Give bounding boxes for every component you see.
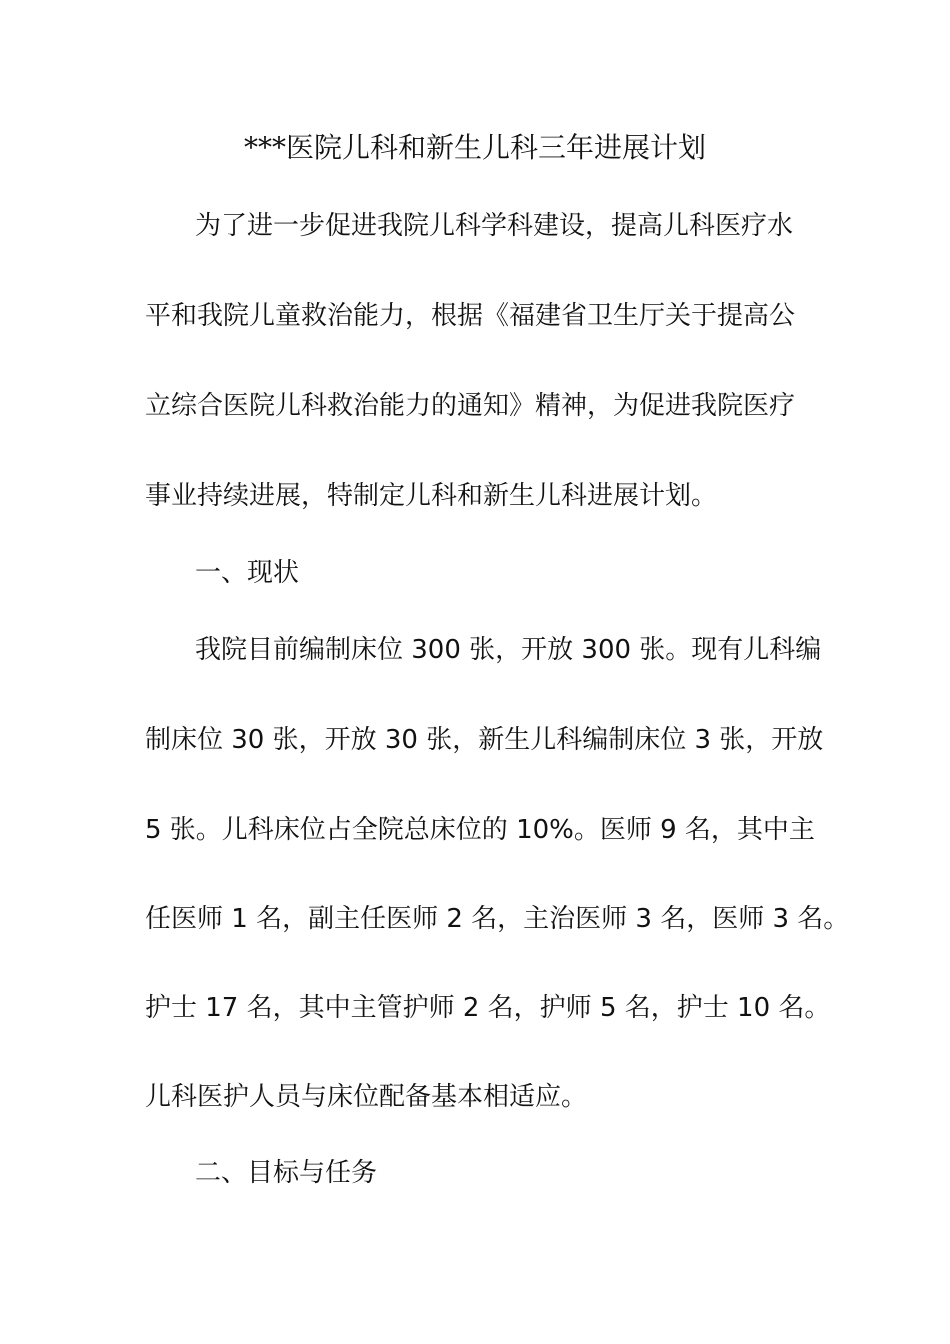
document-title: ***医院儿科和新生儿科三年进展计划 [243, 131, 706, 164]
section-heading-goals: 二、目标与任务 [195, 1158, 378, 1188]
paragraph-intro-line-1: 为了进一步促进我院儿科学科建设，提高儿科医疗水 [195, 211, 794, 241]
paragraph-intro-line-2: 平和我院儿童救治能力，根据《福建省卫生厅关于提高公 [145, 301, 796, 331]
paragraph-status-line-4: 任医师 1 名，副主任医师 2 名，主治医师 3 名，医师 3 名。 [145, 904, 850, 934]
section-heading-status: 一、现状 [195, 558, 300, 588]
paragraph-status-line-6: 儿科医护人员与床位配备基本相适应。 [145, 1082, 588, 1112]
paragraph-status-line-3: 5 张。儿科床位占全院总床位的 10%。医师 9 名，其中主 [145, 815, 815, 845]
paragraph-status-line-2: 制床位 30 张，开放 30 张，新生儿科编制床位 3 张，开放 [145, 725, 824, 755]
paragraph-intro-line-4: 事业持续进展，特制定儿科和新生儿科进展计划。 [145, 481, 718, 511]
paragraph-status-line-5: 护士 17 名，其中主管护师 2 名，护师 5 名，护士 10 名。 [145, 993, 831, 1023]
paragraph-intro-line-3: 立综合医院儿科救治能力的通知》精神，为促进我院医疗 [145, 391, 796, 421]
paragraph-status-line-1: 我院目前编制床位 300 张，开放 300 张。现有儿科编 [195, 635, 822, 665]
